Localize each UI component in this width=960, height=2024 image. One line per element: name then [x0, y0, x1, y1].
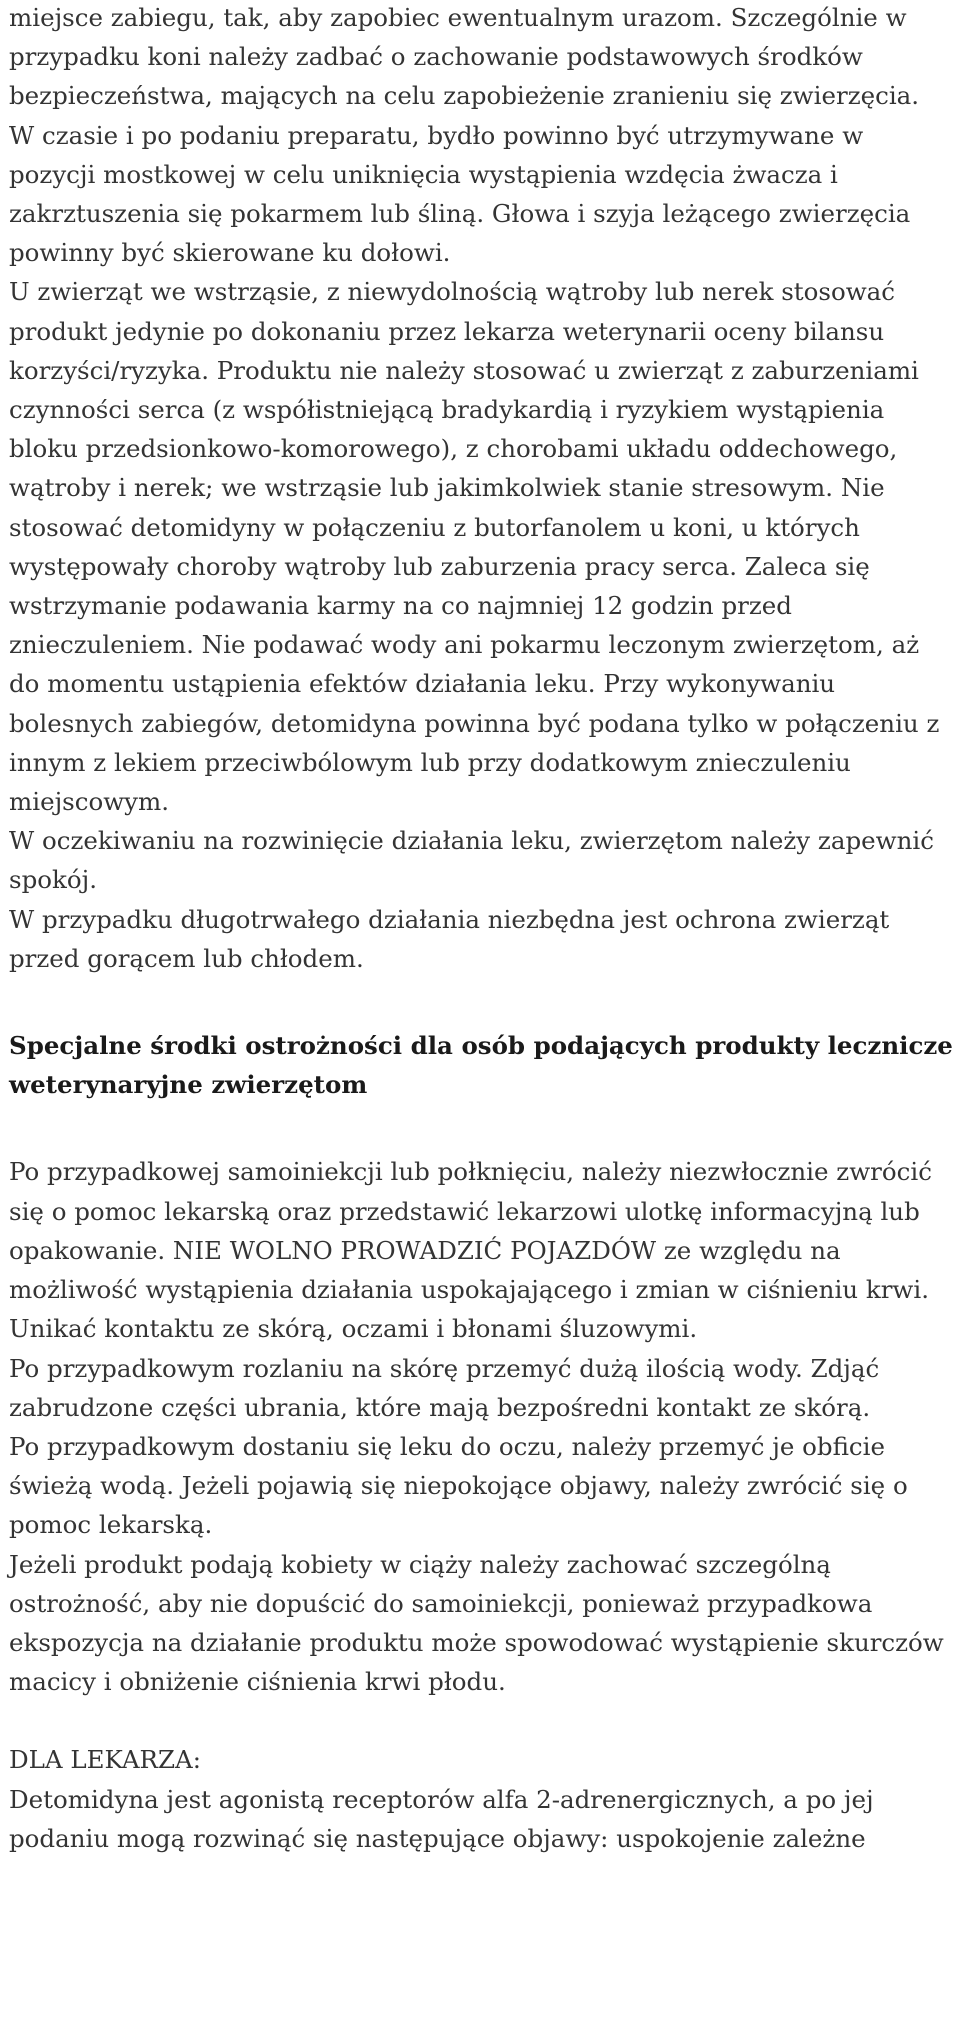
paragraph-pregnancy: Jeżeli produkt podają kobiety w ciąży należy zachować szczególną ostrożność, aby nie dopuścić do samoiniekcji, ponieważ przypadkowa ekspozycja na działanie produktu może spowodować wystąpienie skurczów macicy i obniżenie ciśnienia krwi płodu. [9, 1549, 944, 1697]
paragraph-calm: W oczekiwaniu na rozwinięcie działania leku, zwierzętom należy zapewnić spokój. [9, 826, 934, 895]
section-heading-precautions: Specjalne środki ostrożności dla osób podających produkty lecznicze weterynaryjne zwierzętom [9, 1031, 953, 1100]
section-heading-for-doctor: DLA LEKARZA: [9, 1745, 201, 1775]
paragraph-avoid-contact: Unikać kontaktu ze skórą, oczami i błonami śluzowymi. [9, 1314, 698, 1344]
section-spacer [9, 1701, 957, 1740]
paragraph-skin-spill: Po przypadkowym rozlaniu na skórę przemyć dużą ilością wody. Zdjąć zabrudzone części ubrania, które mają bezpośredni kontakt ze skórą. [9, 1353, 880, 1422]
paragraph-temperature: W przypadku długotrwałego działania niezbędna jest ochrona zwierząt przed gorącem lub chłodem. [9, 904, 890, 973]
paragraph-cattle-position: W czasie i po podaniu preparatu, bydło powinno być utrzymywane w pozycji mostkowej w celu uniknięcia wystąpienia wzdęcia żwacza i zakrztuszenia się pokarmem lub śliną. Głowa i szyja leżącego zwierzęcia powinny być skierowane ku dołowi. [9, 120, 911, 268]
paragraph-self-injection: Po przypadkowej samoiniekcji lub połknięciu, należy niezwłocznie zwrócić się o pomoc lekarską oraz przedstawić lekarzowi ulotkę informacyjną lub opakowanie. NIE WOLNO PROWADZIĆ POJAZDÓW ze względu na możliwość wystąpienia działania uspokajającego i zmian w ciśnieniu krwi. [9, 1157, 932, 1305]
paragraph-contraindications: U zwierząt we wstrząsie, z niewydolnością wątroby lub nerek stosować produkt jedynie po dokonaniu przez lekarza weterynarii oceny bilansu korzyści/ryzyka. Produktu nie należy stosować u zwierząt z zaburzeniami czynności serca (z współistniejącą bradykardią i ryzykiem wystąpienia bloku przedsionkowo-komorowego), z chorobami układu oddechowego, wątroby i nerek; we wstrząsie lub jakimkolwiek stanie stresowym. Nie stosować detomidyny w połączeniu z butorfanolem u koni, u których występowały choroby wątroby lub zaburzenia pracy serca. Zaleca się wstrzymanie podawania karmy na co najmniej 12 godzin przed znieczuleniem. Nie podawać wody ani pokarmu leczonym zwierzętom, aż do momentu ustąpienia efektów działania leku. Przy wykonywaniu bolesnych zabiegów, detomidyna powinna być podana tylko w połączeniu z innym z lekiem przeciwbólowym lub przy dodatkowym znieczuleniu miejscowym. [9, 277, 940, 817]
paragraph-detomidine: Detomidyna jest agonistą receptorów alfa 2-adrenergicznych, a po jej podaniu mogą rozwinąć się następujące objawy: uspokojenie zależne [9, 1784, 874, 1853]
paragraph-restraint: miejsce zabiegu, tak, aby zapobiec ewentualnym urazom. Szczególnie w przypadku koni należy zadbać o zachowanie podstawowych środków bezpieczeństwa, mających na celu zapobieżenie zranieniu się zwierzęcia. [9, 3, 920, 111]
document-body [9, 0, 957, 1858]
paragraph-eye-contact: Po przypadkowym dostaniu się leku do oczu, należy przemyć je obficie świeżą wodą. Jeżeli pojawią się niepokojące objawy, należy zwrócić się o pomoc lekarską. [9, 1431, 908, 1540]
